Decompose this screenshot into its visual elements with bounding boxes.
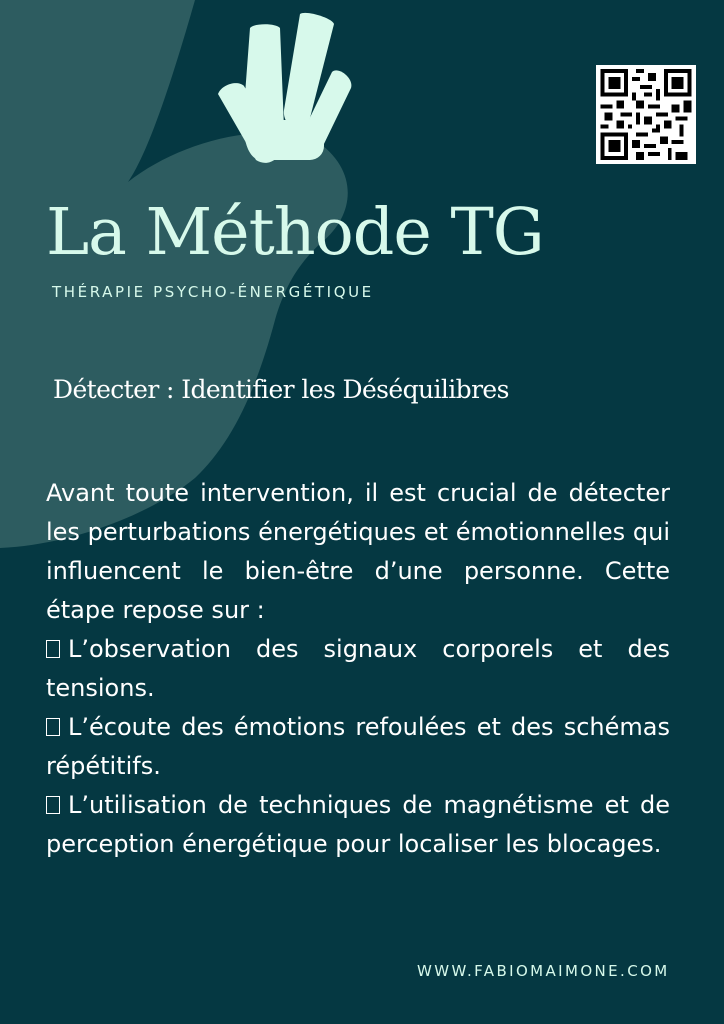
hand-icon xyxy=(214,8,359,168)
section-heading: Détecter : Identifier les Déséquilibres xyxy=(53,375,509,404)
intro-paragraph: Avant toute intervention, il est crucial de détecter les perturbations énergétiques et émotionnelles qui influencent le bien-être d’une personne. Cette étape repose sur : xyxy=(46,479,670,624)
qr-code-icon[interactable] xyxy=(596,65,696,164)
page-title: La Méthode TG xyxy=(46,195,544,270)
bullet-icon xyxy=(46,796,60,814)
bullet-icon xyxy=(46,718,60,736)
list-item-text: L’utilisation de techniques de magnétisme et de perception énergétique pour localiser les blocages. xyxy=(46,791,670,858)
list-item-text: L’écoute des émotions refoulées et des schémas répétitifs. xyxy=(46,713,670,780)
page-subtitle: THÉRAPIE PSYCHO-ÉNERGÉTIQUE xyxy=(52,283,374,301)
bullet-icon xyxy=(46,640,60,658)
list-item xyxy=(46,708,670,786)
section-body xyxy=(46,474,670,864)
website-link[interactable]: WWW.FABIOMAIMONE.COM xyxy=(417,962,670,980)
list-item xyxy=(46,630,670,708)
list-item-text: L’observation des signaux corporels et des tensions. xyxy=(46,635,670,702)
list-item xyxy=(46,786,670,864)
